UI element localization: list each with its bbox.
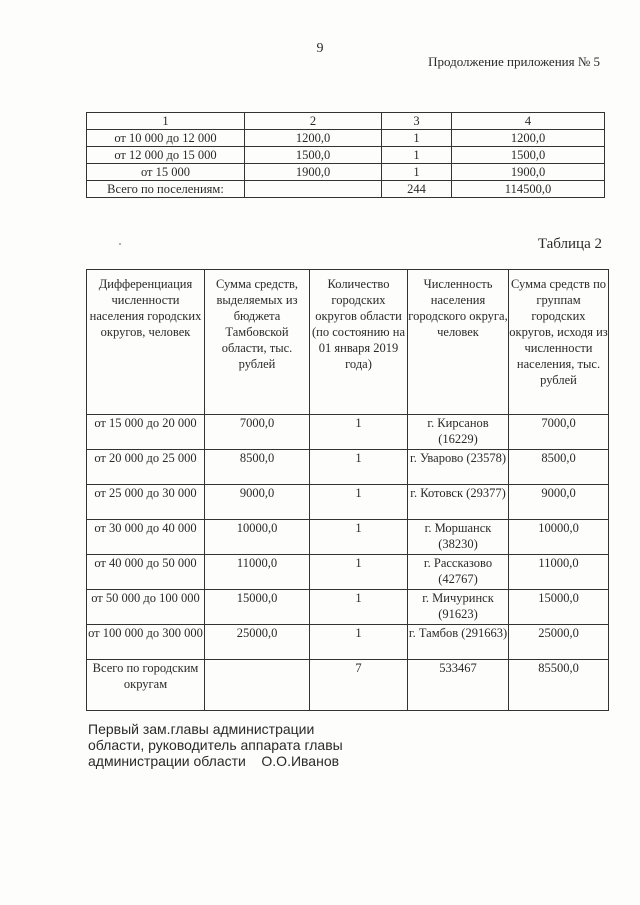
column-header: Дифференциация численности населения городских округов, человек	[87, 270, 205, 415]
table-cell: от 12 000 до 15 000	[87, 147, 245, 164]
table-cell: 15000,0	[509, 590, 609, 625]
column-number: 4	[452, 113, 605, 130]
table-cell: 10000,0	[509, 520, 609, 555]
table-cell: 1500,0	[452, 147, 605, 164]
table-cell: 1	[310, 415, 408, 450]
table-cell	[245, 181, 382, 198]
table-cell: 11000,0	[205, 555, 310, 590]
table-cell: от 15 000	[87, 164, 245, 181]
table-cell: от 10 000 до 12 000	[87, 130, 245, 147]
table-cell: 1	[382, 130, 452, 147]
table-total-row	[87, 660, 609, 711]
table-cell: г. Кирсанов (16229)	[408, 415, 509, 450]
total-label: Всего по поселениям:	[87, 181, 245, 198]
table-cell: 1	[310, 520, 408, 555]
table-cell: 1900,0	[245, 164, 382, 181]
table-cell: от 20 000 до 25 000	[87, 450, 205, 485]
table-cell: от 100 000 до 300 000	[87, 625, 205, 660]
table-cell: 9000,0	[509, 485, 609, 520]
total-count: 244	[382, 181, 452, 198]
column-number: 1	[87, 113, 245, 130]
table-cell: 8500,0	[205, 450, 310, 485]
table-cell: 1	[382, 147, 452, 164]
table-cell: от 40 000 до 50 000	[87, 555, 205, 590]
table-2	[86, 269, 609, 711]
table-row	[87, 130, 605, 147]
total-sum: 114500,0	[452, 181, 605, 198]
table-header-row	[87, 270, 609, 415]
table-cell: г. Тамбов (291663)	[408, 625, 509, 660]
table-cell: г. Мичуринск (91623)	[408, 590, 509, 625]
table-cell: 25000,0	[509, 625, 609, 660]
table-2-title: Таблица 2	[537, 236, 602, 252]
table-header-row	[87, 113, 605, 130]
table-cell: 1500,0	[245, 147, 382, 164]
table-cell: 1	[382, 164, 452, 181]
table-row	[87, 415, 609, 450]
table-cell: 7000,0	[509, 415, 609, 450]
table-cell: г. Рассказово (42767)	[408, 555, 509, 590]
table-row	[87, 520, 609, 555]
table-cell: 1	[310, 485, 408, 520]
table-cell: от 30 000 до 40 000	[87, 520, 205, 555]
table-cell: 25000,0	[205, 625, 310, 660]
total-label: Всего по городским округам	[87, 660, 205, 711]
table-cell: 10000,0	[205, 520, 310, 555]
column-number: 2	[245, 113, 382, 130]
table-row	[87, 147, 605, 164]
column-header: Количество городских округов области (по состоянию на 01 января 2019 года)	[310, 270, 408, 415]
table-cell: от 15 000 до 20 000	[87, 415, 205, 450]
total-population: 533467	[408, 660, 509, 711]
total-count: 7	[310, 660, 408, 711]
table-cell: от 25 000 до 30 000	[87, 485, 205, 520]
table-cell: г. Котовск (29377)	[408, 485, 509, 520]
table-cell: 9000,0	[205, 485, 310, 520]
table-1-continuation	[86, 112, 605, 198]
table-cell: 1	[310, 590, 408, 625]
table-cell: 1200,0	[245, 130, 382, 147]
table-cell: 11000,0	[509, 555, 609, 590]
signature-line: администрации области О.О.Иванов	[88, 753, 340, 769]
table-cell	[205, 660, 310, 711]
table-cell: г. Уварово (23578)	[408, 450, 509, 485]
table-row	[87, 555, 609, 590]
table-row	[87, 590, 609, 625]
column-header: Сумма средств, выделяемых из бюджета Тамбовской области, тыс. рублей	[205, 270, 310, 415]
appendix-continuation-label: Продолжение приложения № 5	[428, 54, 600, 69]
table-cell: 8500,0	[509, 450, 609, 485]
table-cell: 7000,0	[205, 415, 310, 450]
table-cell: 15000,0	[205, 590, 310, 625]
signature-line: области, руководитель аппарата главы	[88, 737, 343, 753]
signature-block	[88, 721, 388, 769]
table-cell: 1900,0	[452, 164, 605, 181]
table-cell: г. Моршанск (38230)	[408, 520, 509, 555]
column-number: 3	[382, 113, 452, 130]
table-cell: 1	[310, 625, 408, 660]
table-row	[87, 485, 609, 520]
scan-speck	[119, 243, 121, 245]
page-number: 9	[316, 41, 324, 56]
table-cell: 1	[310, 450, 408, 485]
table-total-row	[87, 181, 605, 198]
table-cell: от 50 000 до 100 000	[87, 590, 205, 625]
table-row	[87, 450, 609, 485]
column-header: Численность населения городского округа, человек	[408, 270, 509, 415]
signature-line: Первый зам.главы администрации	[88, 721, 315, 737]
table-row	[87, 625, 609, 660]
total-sum: 85500,0	[509, 660, 609, 711]
column-header: Сумма средств по группам городских округов, исходя из численности населения, тыс. рублей	[509, 270, 609, 415]
table-cell: 1	[310, 555, 408, 590]
table-cell: 1200,0	[452, 130, 605, 147]
table-row	[87, 164, 605, 181]
